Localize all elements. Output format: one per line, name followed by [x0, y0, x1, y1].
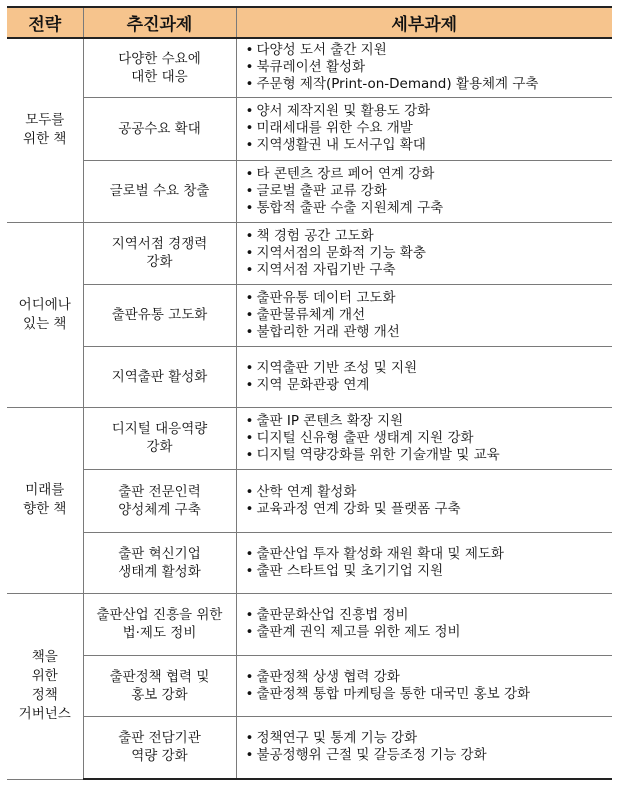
detail-text: 출판정책 통합 마케팅을 통한 대국민 홍보 강화 [256, 685, 531, 702]
detail-text: 출판산업 투자 활성화 재원 확대 및 제도화 [256, 545, 504, 562]
bullet-icon: • [245, 59, 254, 76]
table-row [7, 346, 612, 407]
detail-text: 주문형 제작(Print-on-Demand) 활용체계 구축 [256, 76, 539, 93]
table-row [7, 284, 612, 346]
detail-item [246, 245, 613, 262]
detail-text: 지역서점의 문화적 기능 확충 [256, 244, 426, 261]
detail-text: 출판 스타트업 및 초기기업 지원 [256, 562, 444, 579]
detail-item [246, 324, 613, 341]
bullet-icon: • [245, 227, 254, 244]
task-name: 글로벌 수요 창출 [109, 183, 210, 199]
details-cell [236, 655, 612, 716]
strategy-cell [7, 593, 83, 779]
bullet-icon: • [245, 165, 254, 182]
strategy-name: 미래를 향한 책 [23, 482, 67, 517]
detail-item [246, 307, 613, 324]
strategy-name: 책을 위한 정책 거버넌스 [18, 649, 71, 722]
detail-item [246, 377, 613, 394]
table-row [7, 407, 612, 469]
task-name: 출판 전문인력 양성체계 구축 [118, 483, 201, 518]
details-cell [236, 593, 612, 655]
detail-text: 지역서점 자립기반 구축 [256, 261, 396, 278]
table-row [7, 532, 612, 593]
table-row [7, 469, 612, 532]
table-row [7, 655, 612, 716]
details-cell [236, 284, 612, 346]
detail-item [246, 200, 613, 217]
detail-item [246, 447, 613, 464]
detail-item [246, 76, 613, 93]
task-cell [83, 716, 236, 779]
details-cell [236, 407, 612, 469]
task-cell [83, 38, 236, 97]
detail-item [246, 747, 613, 764]
table-row [7, 593, 612, 655]
detail-text: 글로벌 출판 교류 강화 [256, 182, 387, 199]
detail-text: 다양성 도서 출간 지원 [256, 42, 387, 59]
detail-text: 출판정책 상생 협력 강화 [256, 668, 400, 685]
strategy-name: 모두를 위한 책 [23, 112, 67, 148]
task-cell [83, 222, 236, 284]
detail-text: 지역생활권 내 도서구입 확대 [256, 137, 426, 153]
bullet-icon: • [245, 685, 254, 702]
detail-item [246, 103, 613, 120]
task-name: 출판 혁신기업 생태계 활성화 [118, 545, 201, 580]
bullet-icon: • [245, 446, 254, 463]
bullet-icon: • [245, 500, 254, 517]
table-row [7, 38, 612, 97]
bullet-icon: • [245, 545, 254, 562]
task-name: 지역서점 경쟁력 강화 [111, 236, 208, 270]
bullet-icon: • [245, 261, 254, 278]
task-cell [83, 97, 236, 160]
bullet-icon: • [245, 199, 254, 216]
detail-item [246, 686, 613, 703]
bullet-icon: • [245, 120, 254, 136]
detail-item [246, 501, 613, 518]
detail-item [246, 290, 613, 307]
detail-text: 지역 문화관광 연계 [256, 376, 370, 393]
bullet-icon: • [245, 76, 254, 93]
detail-text: 통합적 출판 수출 지원체계 구축 [256, 199, 444, 216]
task-name: 공공수요 확대 [118, 120, 201, 137]
detail-text: 교육과정 연계 강화 및 플랫폼 구축 [256, 500, 461, 517]
task-name: 출판산업 진흥을 위한 법·제도 정비 [96, 607, 223, 641]
bullet-icon: • [245, 42, 254, 59]
task-name: 디지털 대응역량 강화 [111, 421, 208, 455]
details-cell [236, 97, 612, 160]
detail-text: 지역출판 기반 조성 및 지원 [256, 359, 418, 376]
detail-text: 디지털 신유형 출판 생태계 지원 강화 [256, 429, 474, 446]
strategy-name: 어디에나 있는 책 [18, 296, 71, 332]
detail-text: 출판물류체계 개선 [256, 306, 366, 323]
bullet-icon: • [245, 359, 254, 376]
strategy-cell [7, 407, 83, 593]
detail-text: 디지털 역량강화를 위한 기술개발 및 교육 [256, 446, 500, 463]
detail-item [246, 42, 613, 59]
task-name: 출판유통 고도화 [111, 307, 208, 323]
detail-text: 북큐레이션 활성화 [256, 59, 366, 76]
detail-text: 출판유통 데이터 고도화 [256, 289, 396, 306]
header-strategy: 전략 [7, 7, 83, 38]
detail-item [246, 262, 613, 279]
task-cell [83, 655, 236, 716]
detail-item [246, 120, 613, 137]
header-task: 추진과제 [83, 7, 236, 38]
details-cell [236, 532, 612, 593]
task-cell [83, 407, 236, 469]
table-row [7, 97, 612, 160]
bullet-icon: • [245, 607, 254, 623]
bullet-icon: • [245, 412, 254, 429]
detail-text: 산학 연계 활성화 [256, 483, 357, 500]
detail-item [246, 669, 613, 686]
details-cell [236, 346, 612, 407]
detail-text: 출판계 권익 제고를 위한 제도 정비 [256, 624, 461, 640]
detail-text: 출판문화산업 진흥법 정비 [256, 607, 409, 623]
bullet-icon: • [245, 668, 254, 685]
detail-item [246, 563, 613, 580]
detail-item [246, 59, 613, 76]
bullet-icon: • [245, 429, 254, 446]
table-body [7, 38, 612, 779]
details-cell [236, 222, 612, 284]
bullet-icon: • [245, 137, 254, 153]
detail-text: 양서 제작지원 및 활용도 강화 [256, 103, 431, 119]
task-cell [83, 160, 236, 222]
task-name: 출판 전담기관 역량 강화 [118, 730, 201, 765]
detail-text: 미래세대를 위한 수요 개발 [256, 120, 413, 136]
detail-item [246, 183, 613, 200]
detail-item [246, 413, 613, 430]
detail-item [246, 607, 613, 624]
detail-item [246, 484, 613, 501]
details-cell [236, 38, 612, 97]
task-name: 출판정책 협력 및 홍보 강화 [109, 668, 210, 703]
table-row [7, 222, 612, 284]
bullet-icon: • [245, 182, 254, 199]
bullet-icon: • [245, 289, 254, 306]
detail-text: 정책연구 및 통계 기능 강화 [256, 730, 418, 747]
bullet-icon: • [245, 323, 254, 340]
strategy-cell [7, 38, 83, 222]
details-cell [236, 716, 612, 779]
detail-item [246, 228, 613, 245]
detail-text: 불합리한 거래 관행 개선 [256, 323, 400, 340]
table-row [7, 160, 612, 222]
detail-text: 책 경험 공간 고도화 [256, 227, 374, 244]
task-name: 다양한 수요에 대한 대응 [118, 50, 201, 85]
bullet-icon: • [245, 244, 254, 261]
detail-text: 타 콘텐츠 장르 페어 연계 강화 [256, 165, 435, 182]
task-cell [83, 284, 236, 346]
bullet-icon: • [245, 376, 254, 393]
bullet-icon: • [245, 747, 254, 764]
detail-item [246, 624, 613, 641]
details-cell [236, 160, 612, 222]
header-details: 세부과제 [236, 7, 612, 38]
policy-table [7, 6, 612, 780]
header-row [7, 7, 612, 38]
task-cell [83, 346, 236, 407]
detail-item [246, 730, 613, 747]
task-name: 지역출판 활성화 [111, 368, 208, 385]
task-cell [83, 593, 236, 655]
detail-item [246, 137, 613, 154]
task-cell [83, 532, 236, 593]
detail-text: 출판 IP 콘텐츠 확장 지원 [256, 412, 404, 429]
bullet-icon: • [245, 306, 254, 323]
task-cell [83, 469, 236, 532]
strategy-cell [7, 222, 83, 407]
details-cell [236, 469, 612, 532]
bullet-icon: • [245, 624, 254, 640]
bullet-icon: • [245, 103, 254, 119]
detail-item [246, 546, 613, 563]
bullet-icon: • [245, 730, 254, 747]
detail-text: 불공정행위 근절 및 갈등조정 기능 강화 [256, 747, 487, 764]
detail-item [246, 166, 613, 183]
detail-item [246, 430, 613, 447]
bullet-icon: • [245, 562, 254, 579]
detail-item [246, 360, 613, 377]
bullet-icon: • [245, 483, 254, 500]
table-row [7, 716, 612, 779]
